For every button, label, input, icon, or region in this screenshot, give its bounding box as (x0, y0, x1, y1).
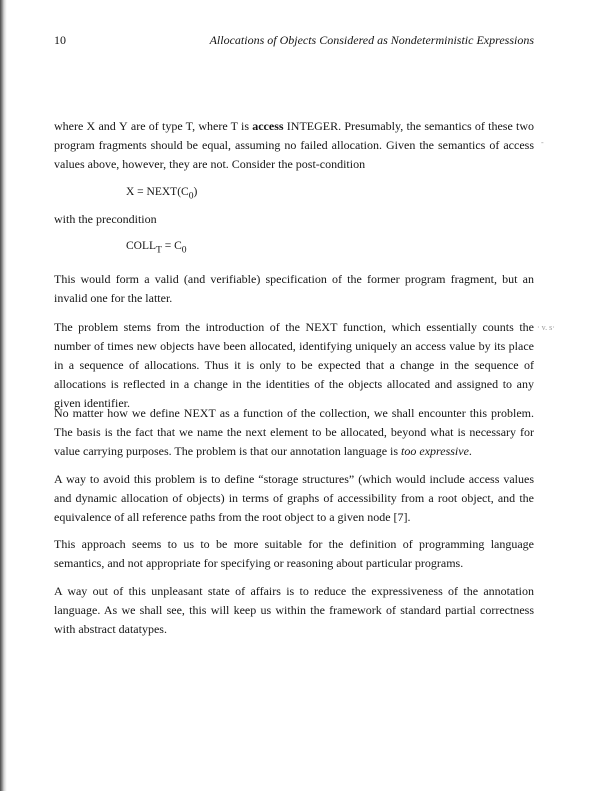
formula-postcondition: $X = NEXT(C_0)$ (126, 186, 198, 202)
function-next: NEXT (305, 320, 338, 334)
function-next: NEXT (183, 406, 216, 420)
var-y: Y (119, 119, 128, 133)
keyword-integer: INTEGER (286, 119, 339, 133)
page-number: 10 (54, 33, 66, 47)
emphasis-too-expressive: too expressive (401, 444, 469, 458)
paragraph-valid-specification: This would form a valid (and verifiable) specification of the former program fragment, but an invalid one for the latter. (54, 272, 534, 305)
paragraph-way-out: A way out of this unpleasant state of affairs is to reduce the expressiveness of the annotation language. As we shall see, this will keep us within the framework of standard partial correctness with abstract datatypes. (54, 584, 534, 636)
paragraph-storage-structures: A way to avoid this problem is to define “storage structures” (which would include access values and dynamic allocation of objects) in terms of graphs of accessibility from a root object, and the equivalence of all reference paths from the root object to a given node [7]. (54, 472, 534, 524)
margin-mark-b: · v. s· (537, 323, 555, 332)
paragraph-precondition-intro: with the precondition (54, 212, 157, 226)
scan-edge-shadow (0, 0, 7, 791)
keyword-access: access (252, 119, 284, 133)
paragraph-collection-expressiveness: No matter how we define NEXT as a function of the collection, we shall encounter this problem. The basis is the fact that we name the next element to be allocated, beyond what is necessary for value carrying purposes. The problem is that our annotation language is too expressive. (54, 406, 534, 458)
paragraph-next-function-problem: The problem stems from the introduction of the NEXT function, which essentially counts the number of times new objects have been allocated, identifying uniquely an access value by its place in a sequence of allocations. Thus it is only to be expected that a change in the sequence of allocations is reflected in a change in the identities of the objects allocated and assigned to any given identifier. (54, 320, 534, 410)
running-head-title: Allocations of Objects Considered as Nondeterministic Expressions (209, 33, 534, 47)
var-x: X (86, 119, 96, 133)
margin-mark-a: - (541, 138, 544, 147)
paragraph-where-x-y: where X and Y are of type T, where T is access INTEGER. Presumably, the semantics of these two program fragments should be equal, assuming no failed allocation. Given the semantics of access values above, however, they are not. Consider the post-condition (54, 119, 534, 171)
paragraph-approach-suitability: This approach seems to us to be more suitable for the definition of programming language semantics, and not appropriate for specifying or reasoning about particular programs. (54, 537, 534, 570)
formula-precondition: $COLL_T = C_0$ (126, 240, 187, 256)
